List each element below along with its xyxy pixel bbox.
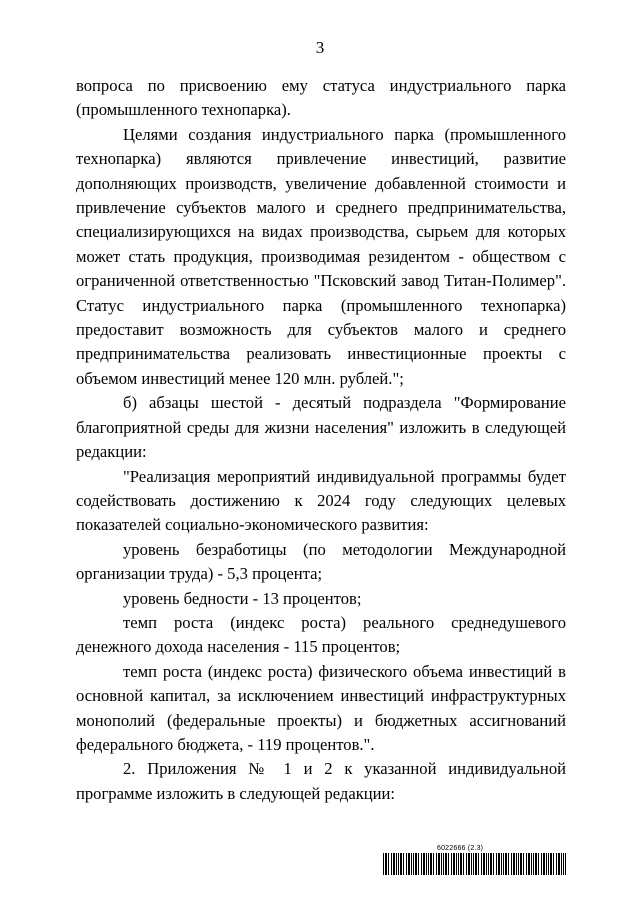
paragraph-poverty: уровень бедности - 13 процентов; — [123, 588, 362, 608]
paragraph-continuation: вопроса по присвоению ему статуса индустриального парка (промышленного технопарка). — [76, 76, 566, 120]
barcode — [383, 853, 566, 875]
page-number: 3 — [315, 38, 325, 57]
paragraph-appendices: 2. Приложения № 1 и 2 к указанной индивидуальной программе изложить в следующей редакции: — [76, 759, 566, 803]
document-code: 6022666 (2.3) — [437, 845, 484, 852]
paragraph-amendment-b: б) абзацы шестой - десятый подраздела "Формирование благоприятной среды для жизни населения" изложить в следующей редакции: — [76, 393, 566, 462]
paragraph-unemployment: уровень безработицы (по методологии Международной организации труда) - 5,3 процента; — [76, 539, 566, 584]
document-body — [76, 74, 566, 806]
paragraph-income-growth: темп роста (индекс роста) реального среднедушевого денежного дохода населения - 115 процентов; — [76, 612, 566, 657]
paragraph-program-targets: "Реализация мероприятий индивидуальной программы будет содействовать достижению к 2024 году следующих целевых показателей социально-экономического развития: — [76, 466, 566, 535]
paragraph-investment-growth: темп роста (индекс роста) физического объема инвестиций в основной капитал, за исключением инвестиций инфраструктурных монополий (федеральные проекты) и бюджетных ассигнований федерального бюджета, - 119 процентов.". — [76, 661, 566, 754]
paragraph-park-goals: Целями создания индустриального парка (промышленного технопарка) являются привлечение инвестиций, развитие дополняющих производств, увеличение добавленной стоимости и привлечение субъектов малого и среднего предпринимательства, специализирующихся на видах производства, сырьем для которых может стать продукция, производимая резидентом - обществом с ограниченной ответственностью "Псковский завод Титан-Полимер". Статус индустриального парка (промышленного технопарка) предоставит возможность для субъектов малого и среднего предпринимательства реализовать инвестиционные проекты с объемом инвестиций менее 120 млн. рублей."; — [76, 124, 566, 388]
